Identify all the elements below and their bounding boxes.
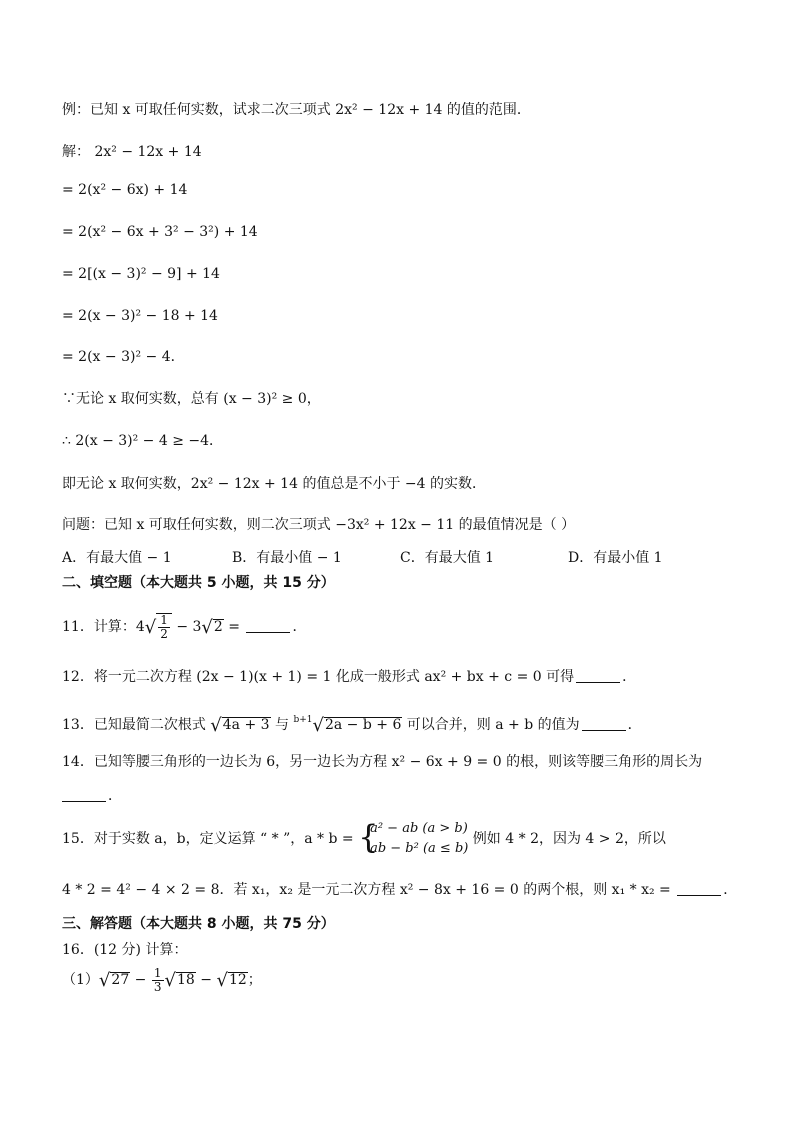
q11-frac-den: 2 bbox=[160, 626, 168, 641]
q13-end: ． bbox=[627, 717, 642, 733]
q11-radicand: 2 bbox=[213, 619, 223, 635]
q11-coef: 4 bbox=[135, 619, 145, 635]
solution-step-5: = 2(x − 3)² − 18 + 14 bbox=[62, 308, 218, 324]
solution-step-7: ∵无论 x 取何实数，总有 (x − 3)² ≥ 0， bbox=[62, 391, 321, 407]
option-b: B．有最小值 − 1 bbox=[232, 550, 342, 566]
question-14-line-2 bbox=[62, 786, 122, 806]
q16-frac-den: 3 bbox=[153, 979, 162, 994]
q13-mid: 与 bbox=[270, 717, 294, 733]
q16-part1-label: （1） bbox=[62, 972, 99, 988]
q14-answer-blank[interactable] bbox=[62, 787, 106, 802]
q15-line2: 4 * 2 = 4² − 4 × 2 = 8．若 x₁，x₂ 是一元二次方程 x² − 8x + 16 = 0 的两个根，则 x₁ * x₂ = bbox=[62, 882, 676, 898]
q15-after: 例如 4 * 2，因为 4 > 2，所以 bbox=[468, 831, 666, 847]
q13-tail: 可以合并，则 a + b 的值为 bbox=[402, 717, 580, 733]
example-question: 例：已知 x 可取任何实数，试求二次三项式 2x² − 12x + 14 的值的范围． bbox=[62, 102, 531, 118]
q16-minus-2: − bbox=[195, 972, 217, 988]
option-c: C．有最大值 1 bbox=[400, 550, 495, 566]
q11-end: ． bbox=[292, 619, 307, 635]
q13-radicand-2: 2a − b + 6 bbox=[324, 717, 402, 733]
question-15 bbox=[62, 818, 666, 860]
q13-answer-blank[interactable] bbox=[582, 716, 626, 731]
q15-end: ． bbox=[723, 882, 738, 898]
question-15-line-2 bbox=[62, 880, 737, 900]
q16-radicand-1: 27 bbox=[111, 972, 130, 988]
option-d: D．有最小值 1 bbox=[568, 550, 663, 566]
question-12 bbox=[62, 667, 636, 687]
solution-step-1: 解： 2x² − 12x + 14 bbox=[62, 144, 202, 160]
q12-text: 12．将一元二次方程 (2x − 1)(x + 1) = 1 化成一般形式 ax² + bx + c = 0 可得 bbox=[62, 669, 575, 685]
solution-step-4: = 2[(x − 3)² − 9] + 14 bbox=[62, 266, 220, 282]
q11-frac-num: 1 bbox=[160, 612, 168, 627]
question-16-part-1: （1）√27 − $\frac{1}{3}$ √18 − √12； bbox=[62, 965, 262, 994]
q14-end: ． bbox=[108, 788, 122, 804]
solution-step-2: = 2(x² − 6x) + 14 bbox=[62, 182, 188, 198]
q15-answer-blank[interactable] bbox=[677, 881, 721, 896]
q16-radicand-3: 12 bbox=[228, 972, 247, 988]
q11-answer-blank[interactable] bbox=[246, 618, 290, 633]
q13-radicand-1: 4a + 3 bbox=[222, 717, 270, 733]
question-10-stem: 问题：已知 x 可取任何实数，则二次三项式 −3x² + 12x − 11 的最值情况是（ ） bbox=[62, 517, 576, 533]
q11-prefix: 11．计算： bbox=[62, 619, 136, 635]
question-11: 11．计算：4√ $\frac{1}{2}$ − 3√2 = ． bbox=[62, 612, 307, 641]
solution-step-6: = 2(x − 3)² − 4． bbox=[62, 349, 185, 365]
q12-end: ． bbox=[622, 669, 637, 685]
q16-end: ； bbox=[247, 972, 262, 988]
q15-piecewise bbox=[358, 819, 468, 859]
q12-answer-blank[interactable] bbox=[576, 668, 620, 683]
q11-equals: = bbox=[223, 619, 245, 635]
q15-case-2: ab − b² (a ≤ b) bbox=[370, 841, 469, 856]
q16-radicand-2: 18 bbox=[177, 972, 195, 988]
solution-step-8: ∴ 2(x − 3)² − 4 ≥ −4． bbox=[62, 433, 224, 449]
solution-step-3: = 2(x² − 6x + 3² − 3²) + 14 bbox=[62, 224, 258, 240]
option-a: A．有最大值 − 1 bbox=[62, 550, 172, 566]
q13-root-index: b+1 bbox=[293, 715, 313, 725]
solution-conclusion: 即无论 x 取何实数，2x² − 12x + 14 的值总是不小于 −4 的实数． bbox=[62, 476, 486, 492]
q15-prefix: 15．对于实数 a，b，定义运算 “ * ”，a * b = bbox=[62, 831, 359, 847]
question-13: 13．已知最简二次根式 √4a + 3 与 $^{b+1}$√2a − b + 6 可以合并，则 a + b 的值为 ． bbox=[62, 715, 642, 736]
question-14: 14．已知等腰三角形的一边长为 6，另一边长为方程 x² − 6x + 9 = 0 的根，则该等腰三角形的周长为 bbox=[62, 754, 703, 770]
question-16-title: 16．(12 分) 计算： bbox=[62, 942, 188, 958]
q15-case-1: a² − ab (a > b) bbox=[370, 821, 468, 836]
q13-prefix: 13．已知最简二次根式 bbox=[62, 717, 211, 733]
q11-minus: − 3 bbox=[171, 619, 202, 635]
left-brace-icon: { bbox=[358, 818, 379, 856]
q16-frac-num: 1 bbox=[153, 965, 162, 980]
section-2-title: 二、填空题（本大题共 5 小题，共 15 分） bbox=[62, 575, 335, 591]
q16-minus-1: − bbox=[130, 972, 151, 988]
section-3-title: 三、解答题（本大题共 8 小题，共 75 分） bbox=[62, 916, 335, 932]
